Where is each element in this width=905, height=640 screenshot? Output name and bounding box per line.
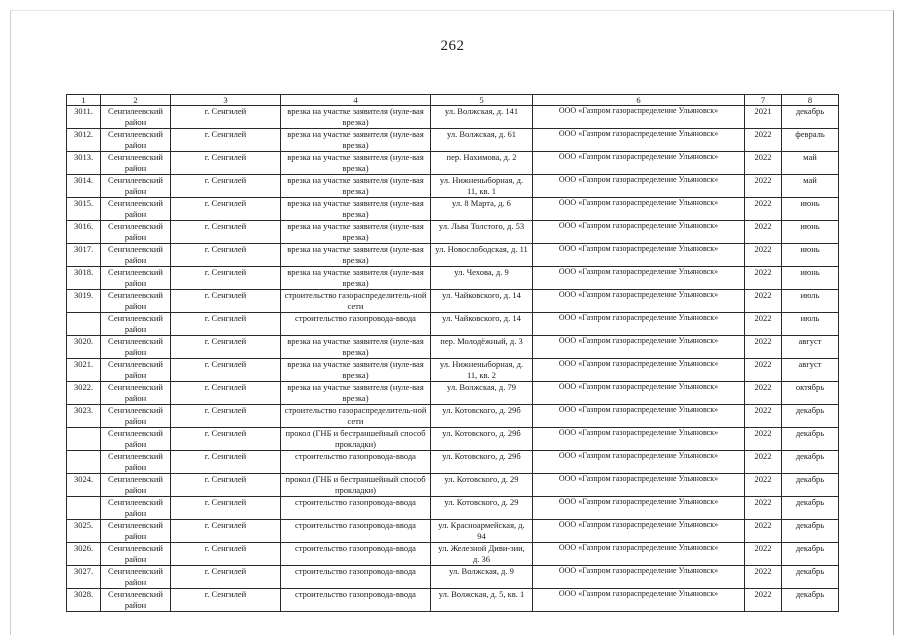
table-row xyxy=(67,428,839,451)
work-type-cell: прокол (ГНБ и бестраншейный способ прокладки) xyxy=(281,428,431,451)
column-number: 2 xyxy=(101,95,171,106)
column-number: 3 xyxy=(171,95,281,106)
year-cell: 2022 xyxy=(745,290,782,313)
address-cell: пер. Нахимова, д. 2 xyxy=(431,152,533,175)
year-cell: 2022 xyxy=(745,152,782,175)
column-number: 1 xyxy=(67,95,101,106)
item-number: 3023. xyxy=(67,405,101,428)
table-row xyxy=(67,106,839,129)
item-number: 3025. xyxy=(67,520,101,543)
district-cell: Сенгилеевский район xyxy=(101,589,171,612)
work-type-cell: врезка на участке заявителя (нуле-вая врезка) xyxy=(281,152,431,175)
item-number: 3015. xyxy=(67,198,101,221)
city-cell: г. Сенгилей xyxy=(171,198,281,221)
month-cell: декабрь xyxy=(782,428,839,451)
city-cell: г. Сенгилей xyxy=(171,589,281,612)
city-cell: г. Сенгилей xyxy=(171,129,281,152)
organization-cell: ООО «Газпром газораспределение Ульяновск» xyxy=(533,451,745,474)
organization-cell: ООО «Газпром газораспределение Ульяновск» xyxy=(533,290,745,313)
year-cell: 2022 xyxy=(745,244,782,267)
item-number xyxy=(67,313,101,336)
month-cell: август xyxy=(782,336,839,359)
district-cell: Сенгилеевский район xyxy=(101,129,171,152)
month-cell: декабрь xyxy=(782,520,839,543)
city-cell: г. Сенгилей xyxy=(171,428,281,451)
year-cell: 2022 xyxy=(745,566,782,589)
district-cell: Сенгилеевский район xyxy=(101,566,171,589)
page-number: 262 xyxy=(440,38,465,54)
table-row xyxy=(67,589,839,612)
address-cell: ул. Новослободская, д. 11 xyxy=(431,244,533,267)
item-number: 3024. xyxy=(67,474,101,497)
table-row xyxy=(67,497,839,520)
year-cell: 2022 xyxy=(745,428,782,451)
item-number xyxy=(67,497,101,520)
table-row xyxy=(67,175,839,198)
organization-cell: ООО «Газпром газораспределение Ульяновск» xyxy=(533,313,745,336)
table-row xyxy=(67,267,839,290)
district-cell: Сенгилеевский район xyxy=(101,221,171,244)
column-number: 6 xyxy=(533,95,745,106)
column-number: 7 xyxy=(745,95,782,106)
address-cell: ул. Нижненыборная, д. 11, кв. 1 xyxy=(431,175,533,198)
organization-cell: ООО «Газпром газораспределение Ульяновск» xyxy=(533,267,745,290)
table-row xyxy=(67,336,839,359)
month-cell: май xyxy=(782,175,839,198)
table-body xyxy=(67,106,839,612)
table-row xyxy=(67,152,839,175)
year-cell: 2022 xyxy=(745,589,782,612)
work-type-cell: врезка на участке заявителя (нуле-вая врезка) xyxy=(281,359,431,382)
year-cell: 2022 xyxy=(745,175,782,198)
month-cell: июнь xyxy=(782,267,839,290)
work-type-cell: врезка на участке заявителя (нуле-вая врезка) xyxy=(281,244,431,267)
year-cell: 2022 xyxy=(745,198,782,221)
city-cell: г. Сенгилей xyxy=(171,543,281,566)
address-cell: ул. Волжская, д. 9 xyxy=(431,566,533,589)
district-cell: Сенгилеевский район xyxy=(101,267,171,290)
month-cell: июль xyxy=(782,290,839,313)
city-cell: г. Сенгилей xyxy=(171,382,281,405)
year-cell: 2022 xyxy=(745,451,782,474)
work-type-cell: строительство газопровода-ввода xyxy=(281,566,431,589)
item-number: 3016. xyxy=(67,221,101,244)
address-cell: ул. Котовского, д. 29 xyxy=(431,497,533,520)
work-type-cell: врезка на участке заявителя (нуле-вая врезка) xyxy=(281,221,431,244)
organization-cell: ООО «Газпром газораспределение Ульяновск» xyxy=(533,198,745,221)
organization-cell: ООО «Газпром газораспределение Ульяновск» xyxy=(533,497,745,520)
month-cell: июнь xyxy=(782,221,839,244)
district-cell: Сенгилеевский район xyxy=(101,382,171,405)
work-type-cell: врезка на участке заявителя (нуле-вая врезка) xyxy=(281,175,431,198)
item-number: 3017. xyxy=(67,244,101,267)
item-number: 3026. xyxy=(67,543,101,566)
work-type-cell: строительство газопровода-ввода xyxy=(281,520,431,543)
year-cell: 2022 xyxy=(745,497,782,520)
address-cell: ул. Чайковского, д. 14 xyxy=(431,290,533,313)
work-type-cell: строительство газопровода-ввода xyxy=(281,589,431,612)
table-row xyxy=(67,566,839,589)
address-cell: пер. Молодёжный, д. 3 xyxy=(431,336,533,359)
work-type-cell: строительство газопровода-ввода xyxy=(281,497,431,520)
work-type-cell: врезка на участке заявителя (нуле-вая врезка) xyxy=(281,198,431,221)
city-cell: г. Сенгилей xyxy=(171,152,281,175)
address-cell: ул. Котовского, д. 29б xyxy=(431,428,533,451)
month-cell: июнь xyxy=(782,198,839,221)
organization-cell: ООО «Газпром газораспределение Ульяновск» xyxy=(533,428,745,451)
address-cell: ул. Красноармейская, д. 94 xyxy=(431,520,533,543)
city-cell: г. Сенгилей xyxy=(171,520,281,543)
table-row xyxy=(67,543,839,566)
year-cell: 2022 xyxy=(745,267,782,290)
city-cell: г. Сенгилей xyxy=(171,244,281,267)
table-row xyxy=(67,313,839,336)
work-type-cell: строительство газораспределитель-ной сети xyxy=(281,405,431,428)
month-cell: февраль xyxy=(782,129,839,152)
address-cell: ул. Котовского, д. 29б xyxy=(431,405,533,428)
month-cell: октябрь xyxy=(782,382,839,405)
registry-table xyxy=(66,94,839,612)
month-cell: декабрь xyxy=(782,405,839,428)
organization-cell: ООО «Газпром газораспределение Ульяновск» xyxy=(533,474,745,497)
month-cell: декабрь xyxy=(782,106,839,129)
organization-cell: ООО «Газпром газораспределение Ульяновск» xyxy=(533,405,745,428)
work-type-cell: строительство газопровода-ввода xyxy=(281,543,431,566)
district-cell: Сенгилеевский район xyxy=(101,359,171,382)
work-type-cell: строительство газопровода-ввода xyxy=(281,451,431,474)
column-number: 5 xyxy=(431,95,533,106)
city-cell: г. Сенгилей xyxy=(171,474,281,497)
table-row xyxy=(67,405,839,428)
address-cell: ул. Льва Толстого, д. 53 xyxy=(431,221,533,244)
district-cell: Сенгилеевский район xyxy=(101,244,171,267)
address-cell: ул. Волжская, д. 79 xyxy=(431,382,533,405)
city-cell: г. Сенгилей xyxy=(171,359,281,382)
district-cell: Сенгилеевский район xyxy=(101,198,171,221)
organization-cell: ООО «Газпром газораспределение Ульяновск» xyxy=(533,359,745,382)
item-number: 3013. xyxy=(67,152,101,175)
organization-cell: ООО «Газпром газораспределение Ульяновск» xyxy=(533,520,745,543)
month-cell: декабрь xyxy=(782,566,839,589)
year-cell: 2022 xyxy=(745,382,782,405)
city-cell: г. Сенгилей xyxy=(171,405,281,428)
district-cell: Сенгилеевский район xyxy=(101,106,171,129)
organization-cell: ООО «Газпром газораспределение Ульяновск» xyxy=(533,175,745,198)
address-cell: ул. Котовского, д. 29б xyxy=(431,451,533,474)
address-cell: ул. Чехова, д. 9 xyxy=(431,267,533,290)
district-cell: Сенгилеевский район xyxy=(101,313,171,336)
work-type-cell: строительство газораспределитель-ной сети xyxy=(281,290,431,313)
year-cell: 2022 xyxy=(745,543,782,566)
table-row xyxy=(67,359,839,382)
month-cell: июль xyxy=(782,313,839,336)
item-number: 3020. xyxy=(67,336,101,359)
district-cell: Сенгилеевский район xyxy=(101,520,171,543)
organization-cell: ООО «Газпром газораспределение Ульяновск» xyxy=(533,129,745,152)
work-type-cell: врезка на участке заявителя (нуле-вая врезка) xyxy=(281,106,431,129)
city-cell: г. Сенгилей xyxy=(171,267,281,290)
month-cell: август xyxy=(782,359,839,382)
work-type-cell: врезка на участке заявителя (нуле-вая врезка) xyxy=(281,267,431,290)
district-cell: Сенгилеевский район xyxy=(101,451,171,474)
table-row xyxy=(67,198,839,221)
work-type-cell: прокол (ГНБ и бестраншейный способ прокладки) xyxy=(281,474,431,497)
year-cell: 2022 xyxy=(745,474,782,497)
district-cell: Сенгилеевский район xyxy=(101,290,171,313)
item-number: 3027. xyxy=(67,566,101,589)
address-cell: ул. Железной Диви-зии, д. 36 xyxy=(431,543,533,566)
organization-cell: ООО «Газпром газораспределение Ульяновск» xyxy=(533,382,745,405)
year-cell: 2022 xyxy=(745,129,782,152)
year-cell: 2022 xyxy=(745,336,782,359)
organization-cell: ООО «Газпром газораспределение Ульяновск» xyxy=(533,221,745,244)
item-number: 3014. xyxy=(67,175,101,198)
table-row xyxy=(67,474,839,497)
item-number: 3022. xyxy=(67,382,101,405)
table-row xyxy=(67,382,839,405)
organization-cell: ООО «Газпром газораспределение Ульяновск» xyxy=(533,152,745,175)
organization-cell: ООО «Газпром газораспределение Ульяновск» xyxy=(533,589,745,612)
month-cell: декабрь xyxy=(782,543,839,566)
month-cell: май xyxy=(782,152,839,175)
table-row xyxy=(67,290,839,313)
district-cell: Сенгилеевский район xyxy=(101,405,171,428)
table-row xyxy=(67,520,839,543)
item-number xyxy=(67,451,101,474)
table-row xyxy=(67,244,839,267)
month-cell: декабрь xyxy=(782,497,839,520)
work-type-cell: врезка на участке заявителя (нуле-вая врезка) xyxy=(281,336,431,359)
table-row xyxy=(67,221,839,244)
organization-cell: ООО «Газпром газораспределение Ульяновск» xyxy=(533,244,745,267)
address-cell: ул. Котовского, д. 29 xyxy=(431,474,533,497)
address-cell: ул. 8 Марта, д. 6 xyxy=(431,198,533,221)
city-cell: г. Сенгилей xyxy=(171,290,281,313)
item-number: 3011. xyxy=(67,106,101,129)
address-cell: ул. Волжская, д. 61 xyxy=(431,129,533,152)
year-cell: 2022 xyxy=(745,520,782,543)
month-cell: декабрь xyxy=(782,589,839,612)
district-cell: Сенгилеевский район xyxy=(101,474,171,497)
month-cell: декабрь xyxy=(782,451,839,474)
year-cell: 2022 xyxy=(745,313,782,336)
district-cell: Сенгилеевский район xyxy=(101,336,171,359)
district-cell: Сенгилеевский район xyxy=(101,175,171,198)
item-number: 3019. xyxy=(67,290,101,313)
city-cell: г. Сенгилей xyxy=(171,566,281,589)
district-cell: Сенгилеевский район xyxy=(101,152,171,175)
city-cell: г. Сенгилей xyxy=(171,336,281,359)
address-cell: ул. Волжская, д. 141 xyxy=(431,106,533,129)
district-cell: Сенгилеевский район xyxy=(101,497,171,520)
organization-cell: ООО «Газпром газораспределение Ульяновск» xyxy=(533,566,745,589)
city-cell: г. Сенгилей xyxy=(171,497,281,520)
column-number: 4 xyxy=(281,95,431,106)
address-cell: ул. Нижненыборная, д. 11, кв. 2 xyxy=(431,359,533,382)
address-cell: ул. Волжская, д. 5, кв. 1 xyxy=(431,589,533,612)
item-number: 3018. xyxy=(67,267,101,290)
district-cell: Сенгилеевский район xyxy=(101,543,171,566)
item-number: 3021. xyxy=(67,359,101,382)
item-number xyxy=(67,428,101,451)
work-type-cell: строительство газопровода-ввода xyxy=(281,313,431,336)
month-cell: июнь xyxy=(782,244,839,267)
district-cell: Сенгилеевский район xyxy=(101,428,171,451)
organization-cell: ООО «Газпром газораспределение Ульяновск» xyxy=(533,543,745,566)
column-number: 8 xyxy=(782,95,839,106)
address-cell: ул. Чайковского, д. 14 xyxy=(431,313,533,336)
organization-cell: ООО «Газпром газораспределение Ульяновск» xyxy=(533,106,745,129)
work-type-cell: врезка на участке заявителя (нуле-вая врезка) xyxy=(281,129,431,152)
city-cell: г. Сенгилей xyxy=(171,175,281,198)
item-number: 3028. xyxy=(67,589,101,612)
year-cell: 2021 xyxy=(745,106,782,129)
year-cell: 2022 xyxy=(745,359,782,382)
item-number: 3012. xyxy=(67,129,101,152)
table-header xyxy=(67,95,839,106)
month-cell: декабрь xyxy=(782,474,839,497)
work-type-cell: врезка на участке заявителя (нуле-вая врезка) xyxy=(281,382,431,405)
organization-cell: ООО «Газпром газораспределение Ульяновск» xyxy=(533,336,745,359)
city-cell: г. Сенгилей xyxy=(171,221,281,244)
table-row xyxy=(67,129,839,152)
year-cell: 2022 xyxy=(745,221,782,244)
table-row xyxy=(67,451,839,474)
column-number-row xyxy=(67,95,839,106)
city-cell: г. Сенгилей xyxy=(171,106,281,129)
city-cell: г. Сенгилей xyxy=(171,313,281,336)
city-cell: г. Сенгилей xyxy=(171,451,281,474)
year-cell: 2022 xyxy=(745,405,782,428)
